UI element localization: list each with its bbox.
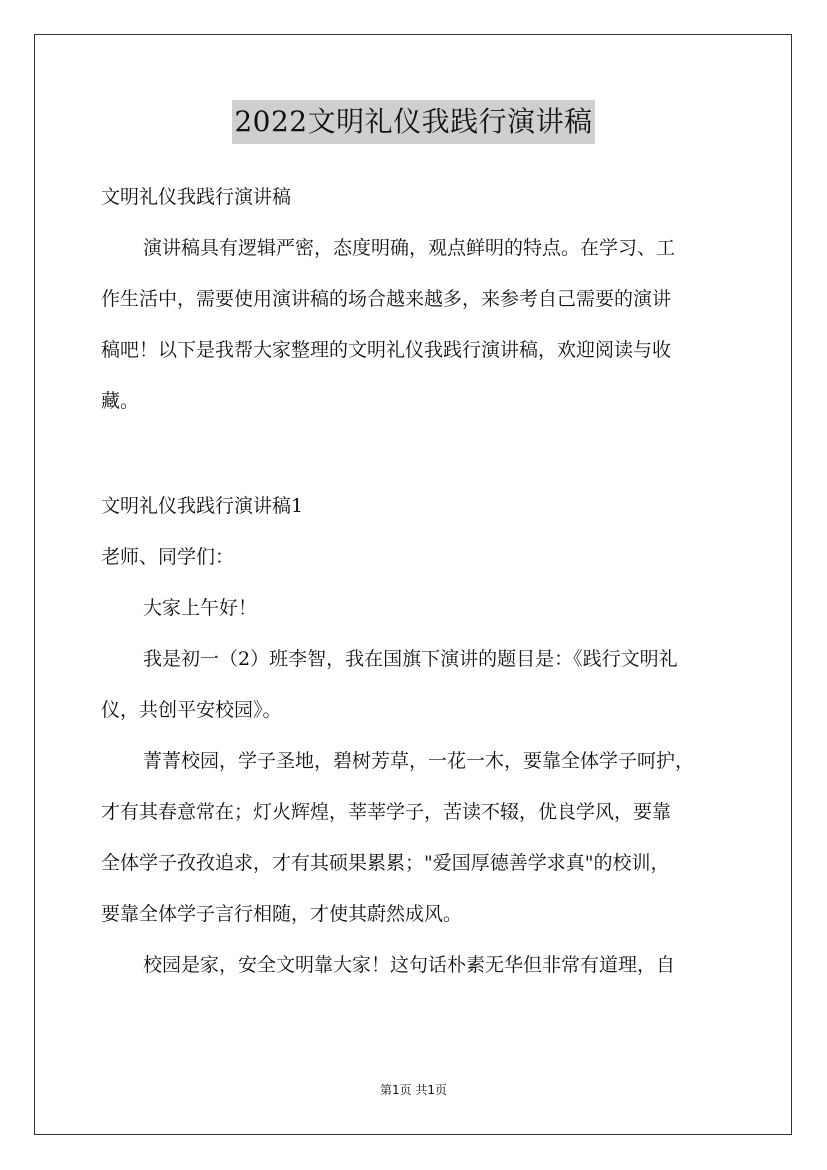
subtitle: 文明礼仪我践行演讲稿 — [101, 186, 292, 208]
paragraph-3-line: 校园是家，安全文明靠大家！这句话朴素无华但非常有道理，自 — [143, 954, 676, 976]
document-body — [101, 172, 741, 991]
paragraph-2-line: 要靠全体学子言行相随，才使其蔚然成风。 — [101, 903, 463, 925]
intro-line: 藏。 — [101, 390, 140, 412]
page-number: 第1页 共1页 — [379, 1083, 448, 1097]
page-footer — [0, 1082, 827, 1098]
salutation: 老师、同学们： — [101, 546, 235, 568]
section-heading: 文明礼仪我践行演讲稿1 — [101, 495, 304, 517]
intro-line: 稿吧！以下是我帮大家整理的文明礼仪我践行演讲稿，欢迎阅读与收 — [101, 339, 672, 361]
document-title: 2022文明礼仪我践行演讲稿 — [232, 100, 594, 144]
paragraph-1-line: 我是初一（2）班李智，我在国旗下演讲的题目是：《践行文明礼 — [143, 648, 678, 670]
paragraph-gap — [101, 427, 741, 481]
greeting: 大家上午好！ — [143, 597, 258, 619]
paragraph-2-line: 才有其春意常在；灯火辉煌，莘莘学子，苦读不辍，优良学风，要靠 — [101, 801, 672, 823]
paragraph-2-line: 全体学子孜孜追求，才有其硕果累累；"爱国厚德善学求真"的校训， — [101, 852, 670, 874]
paragraph-1-line: 仪，共创平安校园》。 — [101, 699, 282, 721]
intro-line: 演讲稿具有逻辑严密，态度明确，观点鲜明的特点。在学习、工 — [143, 237, 676, 259]
paragraph-2-line: 菁菁校园，学子圣地，碧树芳草，一花一木，要靠全体学子呵护， — [143, 750, 695, 772]
intro-line: 作生活中，需要使用演讲稿的场合越来越多，来参考自己需要的演讲 — [101, 288, 672, 310]
title-container — [0, 100, 827, 144]
